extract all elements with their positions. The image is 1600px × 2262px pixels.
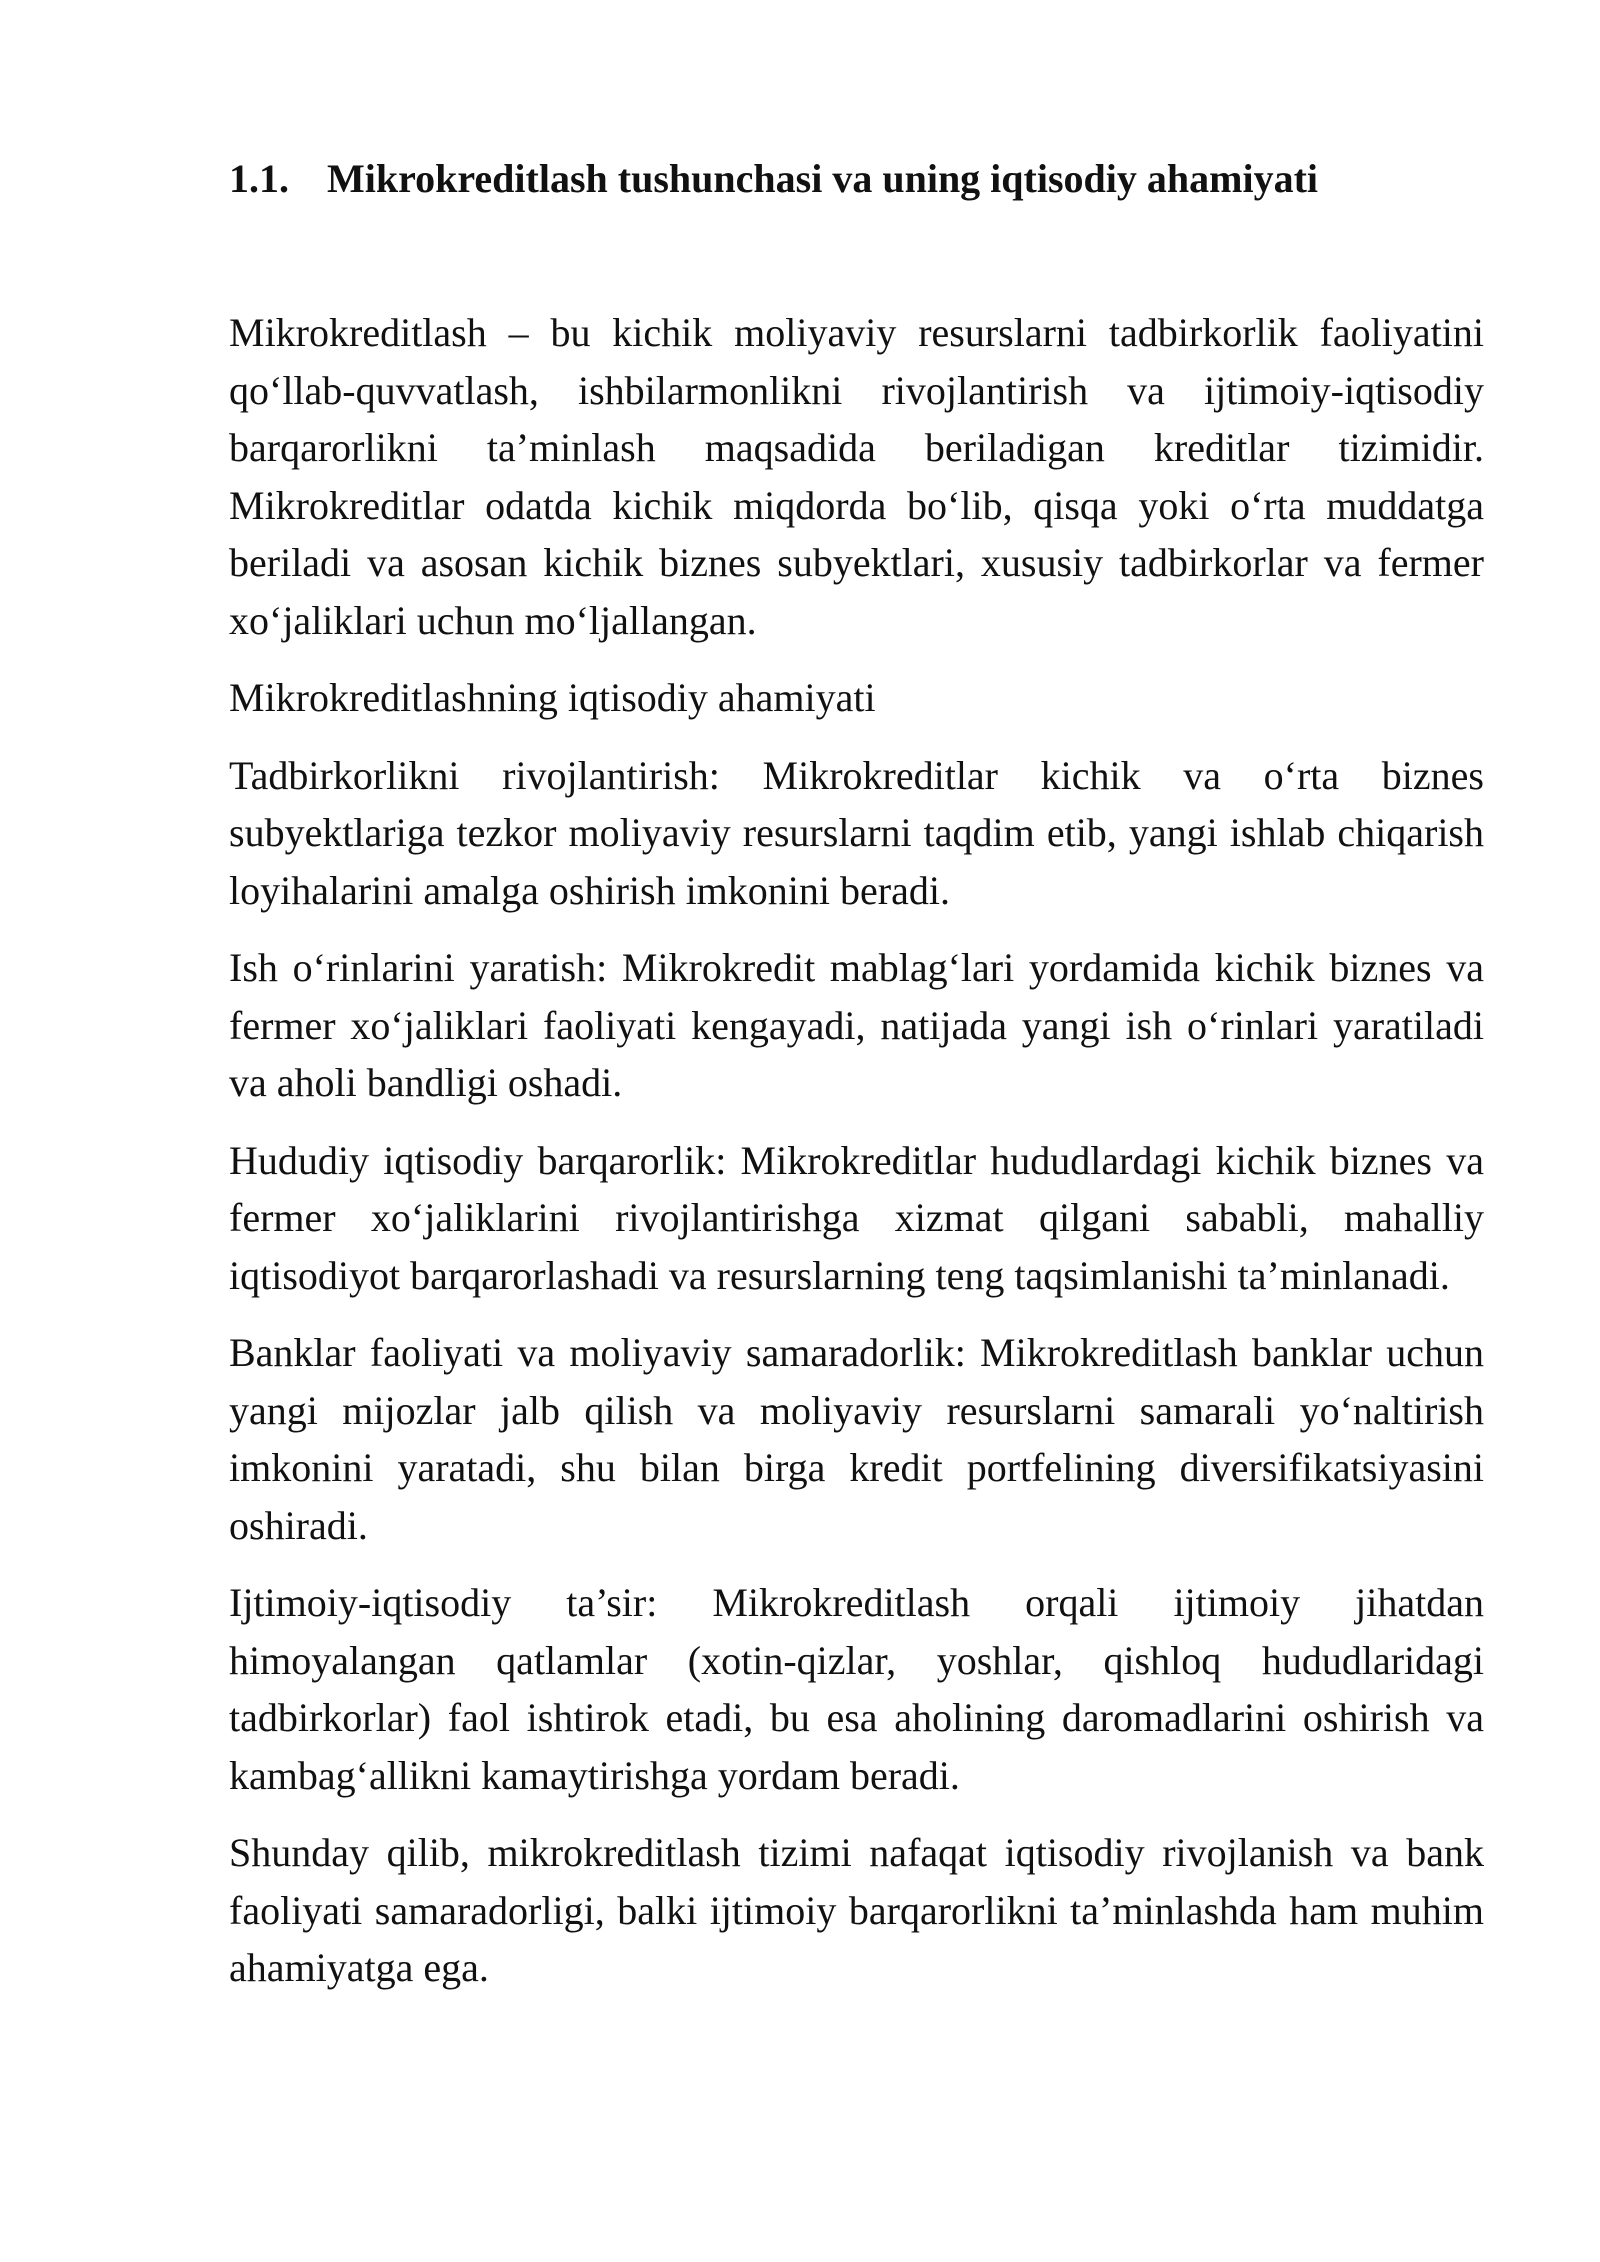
section-title: Mikrokreditlash tushunchasi va uning iqtisodiy ahamiyati [327,156,1319,201]
section-heading [229,150,1484,208]
paragraph-regional-stability: Hududiy iqtisodiy barqarorlik: Mikrokreditlar hududlardagi kichik biznes va fermer xo‘jaliklarini rivojlantirishga xizmat qilgani sababli, mahalliy iqtisodiyot barqarorlashadi va resurslarning teng taqsimlanishi ta’minlanadi. [229,1137,1484,1298]
paragraph-social-impact: Ijtimoiy-iqtisodiy ta’sir: Mikrokreditlash orqali ijtimoiy jihatdan himoyalangan qatlamlar (xotin-qizlar, yoshlar, qishloq hududlaridagi tadbirkorlar) faol ishtirok etadi, bu esa aholining daromadlarini oshirish va kambag‘allikni kamaytirishga yordam beradi. [229,1580,1484,1798]
paragraph-jobs: Ish o‘rinlarini yaratish: Mikrokredit mablag‘lari yordamida kichik biznes va fermer xo‘jaliklari faoliyati kengayadi, natijada yangi ish o‘rinlari yaratiladi va aholi bandligi oshadi. [229,945,1484,1105]
paragraph-definition: Mikrokreditlash – bu kichik moliyaviy resurslarni tadbirkorlik faoliyatini qo‘llab-quvvatlash, ishbilarmonlikni rivojlantirish va ijtimoiy-iqtisodiy barqarorlikni ta’minlash maqsadida beriladigan kreditlar tizimidir. Mikrokreditlar odatda kichik miqdorda bo‘lib, qisqa yoki o‘rta muddatga beriladi va asosan kichik biznes subyektlari, xususiy tadbirkorlar va fermer xo‘jaliklari uchun mo‘ljallangan. [229,310,1484,643]
section-number: 1.1. [229,156,289,201]
paragraph-entrepreneurship: Tadbirkorlikni rivojlantirish: Mikrokreditlar kichik va o‘rta biznes subyektlariga tezkor moliyaviy resurslarni taqdim etib, yangi ishlab chiqarish loyihalarini amalga oshirish imkonini beradi. [229,752,1484,913]
paragraph-banks: Banklar faoliyati va moliyaviy samaradorlik: Mikrokreditlash banklar uchun yangi mijozlar jalb qilish va moliyaviy resurslarni samarali yo‘naltirish imkonini yaratadi, shu bilan birga kredit portfelining diversifikatsiyasini oshiradi. [229,1330,1484,1548]
paragraph-conclusion: Shunday qilib, mikrokreditlash tizimi nafaqat iqtisodiy rivojlanish va bank faoliyati samaradorligi, balki ijtimoiy barqarorlikni ta’minlashda ham muhim ahamiyatga ega. [229,1830,1484,1990]
paragraph-subheading: Mikrokreditlashning iqtisodiy ahamiyati [229,675,876,720]
